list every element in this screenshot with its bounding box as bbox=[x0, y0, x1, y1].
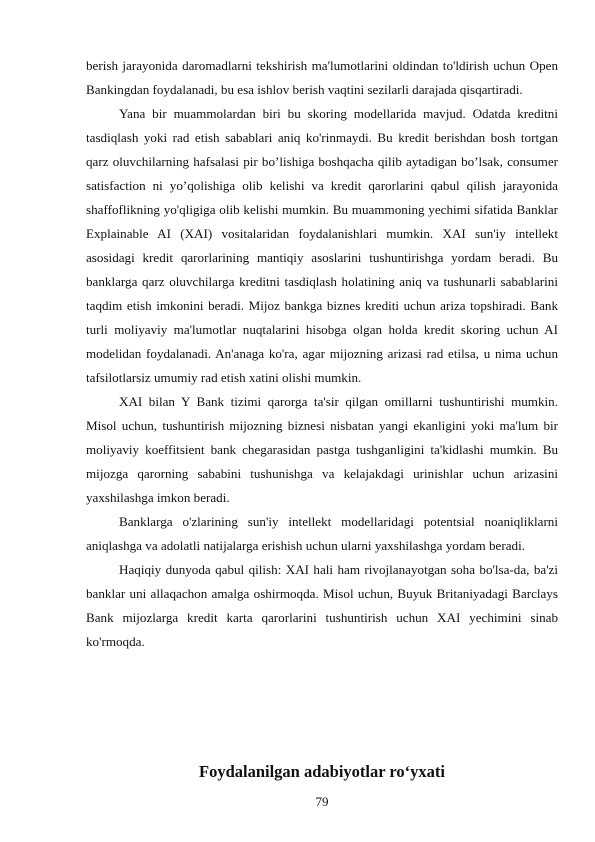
paragraph-xai-example: XAI bilan Y Bank tizimi qarorga ta'sir qilgan omillarni tushuntirishi mumkin. Misol uchun, tushuntirish mijozning biznesi nisbatan yangi ekanligini yoki ma'lum bir moliyaviy koeffitsient bank chegarasidan pastga tushganligini ta'kidlashi mumkin. Bu mijozga qarorning sababini tushunishga va kelajakdagi urinishlar uchun arizasini yaxshilashga imkon beradi. bbox=[86, 394, 558, 505]
references-heading: Foydalanilgan adabiyotlar ro‘yxati bbox=[198, 762, 445, 781]
paragraph-continuation: berish jarayonida daromadlarni tekshirish ma'lumotlarini oldindan to'ldirish uchun Open Bankingdan foydalanadi, bu esa ishlov berish vaqtini sezilarli darajada qisqartiradi. bbox=[86, 58, 558, 97]
paragraph-real-world: Haqiqiy dunyoda qabul qilish: XAI hali ham rivojlanayotgan soha bo'lsa-da, ba'zi banklar uni allaqachon amalga oshirmoqda. Misol uchun, Buyuk Britaniyadagi Barclays Bank mijozlarga kredit karta qarorlarini tushuntirish uchun XAI yechimini sinab ko'rmoqda. bbox=[86, 562, 558, 649]
page-number: 79 bbox=[315, 794, 329, 809]
document-page bbox=[86, 54, 558, 809]
paragraph-bias: Banklarga o'zlarining sun'iy intellekt modellaridagi potentsial noaniqliklarni aniqlashga va adolatli natijalarga erishish uchun ularni yaxshilashga yordam beradi. bbox=[86, 514, 558, 553]
paragraph-xai-problem: Yana bir muammolardan biri bu skoring modellarida mavjud. Odatda kreditni tasdiqlash yoki rad etish sabablari aniq ko'rinmaydi. Bu kredit berishdan bosh tortgan qarz oluvchilarning hafsalasi pir bo’lishiga boshqacha qilib aytadigan bo’lsak, consumer satisfaction ni yo’qolishiga olib kelishi va kredit qarorlarini qabul qilish jarayonida shaffoflikning yo'qligiga olib kelishi mumkin. Bu muammoning yechimi sifatida Banklar Explainable AI (XAI) vositalaridan foydalanishlari mumkin. XAI sun'iy intellekt asosidagi kredit qarorlarining mantiqiy asoslarini tushuntirishga yordam beradi. Bu banklarga qarz oluvchilarga kreditni tasdiqlash holatining aniq va tushunarli sabablarini taqdim etish imkonini beradi. Mijoz bankga biznes krediti uchun ariza topshiradi. Bank turli moliyaviy ma'lumotlar nuqtalarini hisobga olgan holda kredit skoring uchun AI modelidan foydalanadi. An'anaga ko'ra, agar mijozning arizasi rad etilsa, u nima uchun tafsilotlarsiz umumiy rad etish xatini olishi mumkin. bbox=[86, 106, 558, 385]
